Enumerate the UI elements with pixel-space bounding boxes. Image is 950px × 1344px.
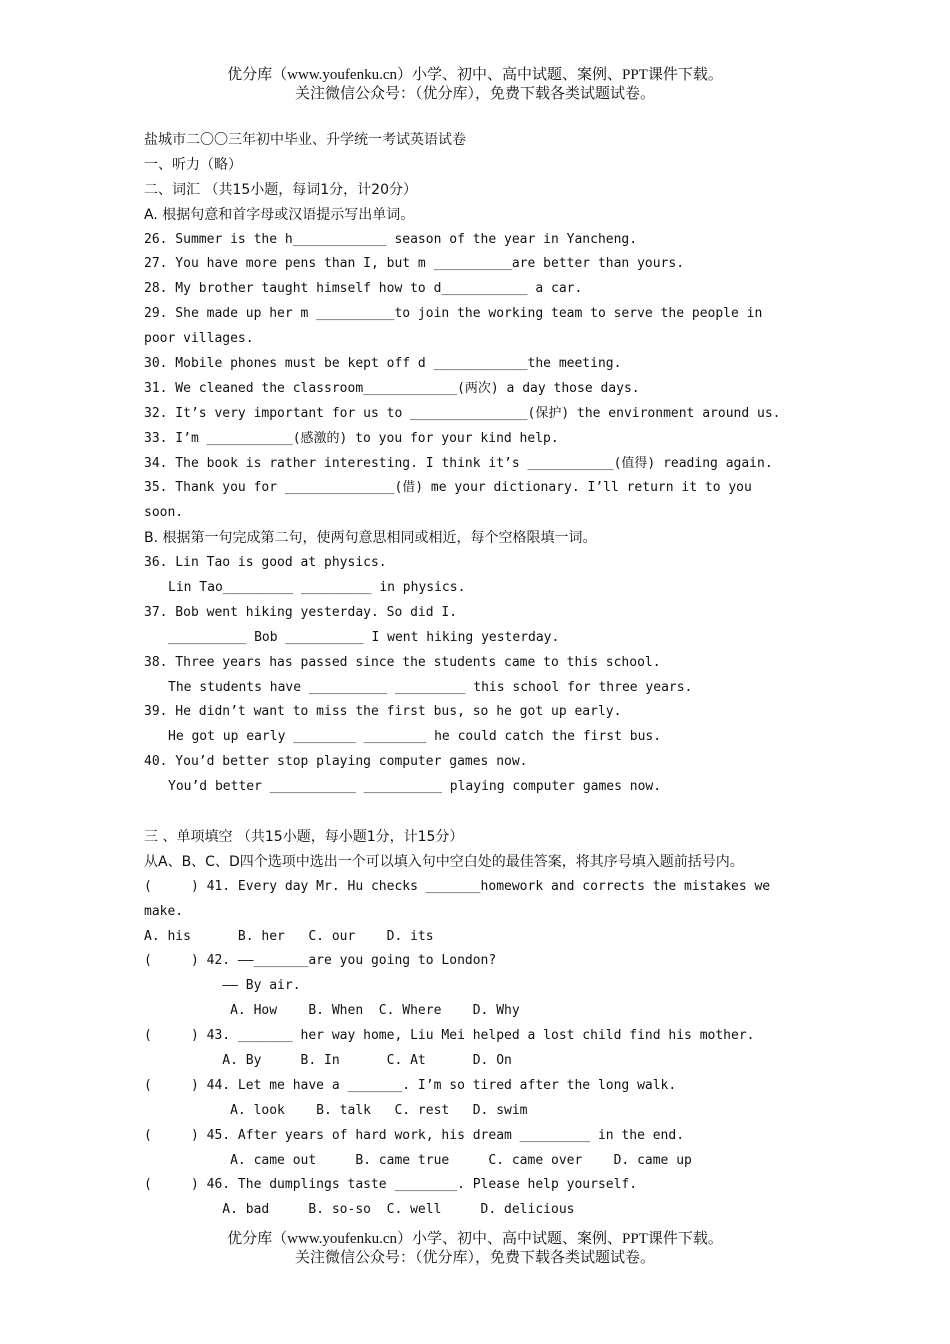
- section-2a-instruction: A. 根据句意和首字母或汉语提示写出单词。: [144, 206, 415, 223]
- section-3-heading: 三 、单项填空 （共15小题，每小题1分，计15分）: [144, 828, 464, 845]
- question-34: 34. The book is rather interesting. I think it’s ___________(值得) reading again.: [144, 455, 773, 471]
- question-43: ( ) 43. _______ her way home, Liu Mei helped a lost child find his mother.: [144, 1028, 755, 1044]
- question-38-prompt: 38. Three years has passed since the students came to this school.: [144, 654, 661, 670]
- question-30: 30. Mobile phones must be kept off d ____________the meeting.: [144, 356, 622, 372]
- question-40-prompt: 40. You’d better stop playing computer games now.: [144, 754, 528, 770]
- exam-content: [144, 128, 824, 1223]
- question-38-rewrite: The students have __________ _________ this school for three years.: [168, 679, 693, 695]
- question-44: ( ) 44. Let me have a _______. I’m so tired after the long walk.: [144, 1077, 677, 1093]
- question-43-options: A. By B. In C. At D. On: [144, 1052, 512, 1068]
- section-2-heading: 二、词汇 （共15小题，每词1分，计20分）: [144, 181, 417, 198]
- question-29-line-1: 29. She made up her m __________to join the working team to serve the people in: [144, 306, 763, 322]
- header-line-1: 优分库（www.youfenku.cn）小学、初中、高中试题、案例、PPT课件下载。: [227, 67, 723, 83]
- question-35-line-1: 35. Thank you for ______________(借) me your dictionary. I’ll return it to you: [144, 480, 752, 496]
- question-45-options: A. came out B. came true C. came over D. came up: [144, 1152, 692, 1168]
- blank-line: [144, 800, 824, 825]
- question-40-rewrite: You’d better ___________ __________ playing computer games now.: [168, 779, 662, 795]
- question-35-line-2: soon.: [144, 505, 184, 521]
- question-28: 28. My brother taught himself how to d___________ a car.: [144, 281, 583, 297]
- section-1-heading: 一、听力（略）: [144, 156, 242, 173]
- footer-line-2: 关注微信公众号：（优分库），免费下载各类试题试卷。: [294, 1250, 655, 1266]
- page-footer: [0, 1230, 950, 1268]
- exam-title: 盐城市二〇〇三年初中毕业、升学统一考试英语试卷: [144, 132, 466, 148]
- question-33: 33. I’m ___________(感激的) to you for your kind help.: [144, 430, 559, 446]
- question-44-options: A. look B. talk C. rest D. swim: [144, 1102, 528, 1118]
- section-3-instruction: 从A、B、C、D四个选项中选出一个可以填入句中空白处的最佳答案，将其序号填入题前括号内。: [144, 853, 744, 870]
- question-32: 32. It’s very important for us to _______________(保护) the environment around us.: [144, 405, 781, 421]
- question-39-prompt: 39. He didn’t want to miss the first bus, so he got up early.: [144, 704, 622, 720]
- question-41-line-1: ( ) 41. Every day Mr. Hu checks _______homework and corrects the mistakes we: [144, 878, 771, 894]
- footer-line-1: 优分库（www.youfenku.cn）小学、初中、高中试题、案例、PPT课件下载。: [227, 1231, 723, 1247]
- header-line-2: 关注微信公众号：（优分库），免费下载各类试题试卷。: [294, 86, 655, 102]
- question-31: 31. We cleaned the classroom____________(两次) a day those days.: [144, 380, 640, 396]
- question-39-rewrite: He got up early ________ ________ he could catch the first bus.: [168, 729, 662, 745]
- question-42-options: A. How B. When C. Where D. Why: [144, 1003, 520, 1019]
- page-header: [0, 66, 950, 104]
- question-42-line-1: ( ) 42. ——_______are you going to London?: [144, 953, 497, 969]
- question-37-prompt: 37. Bob went hiking yesterday. So did I.: [144, 604, 458, 620]
- question-41-line-2: make.: [144, 903, 184, 919]
- question-46-options: A. bad B. so-so C. well D. delicious: [144, 1202, 575, 1218]
- question-37-rewrite: __________ Bob __________ I went hiking yesterday.: [168, 629, 560, 645]
- question-41-options: A. his B. her C. our D. its: [144, 928, 434, 944]
- section-2b-instruction: B. 根据第一句完成第二句，使两句意思相同或相近，每个空格限填一词。: [144, 530, 597, 547]
- question-27: 27. You have more pens than I, but m __________are better than yours.: [144, 256, 685, 272]
- question-42-line-2: —— By air.: [144, 978, 301, 994]
- question-36-prompt: 36. Lin Tao is good at physics.: [144, 555, 387, 571]
- question-36-rewrite: Lin Tao_________ _________ in physics.: [168, 580, 466, 596]
- question-26: 26. Summer is the h____________ season of the year in Yancheng.: [144, 231, 638, 247]
- question-45: ( ) 45. After years of hard work, his dream _________ in the end.: [144, 1127, 685, 1143]
- question-29-line-2: poor villages.: [144, 331, 254, 347]
- question-46: ( ) 46. The dumplings taste ________. Please help yourself.: [144, 1177, 638, 1193]
